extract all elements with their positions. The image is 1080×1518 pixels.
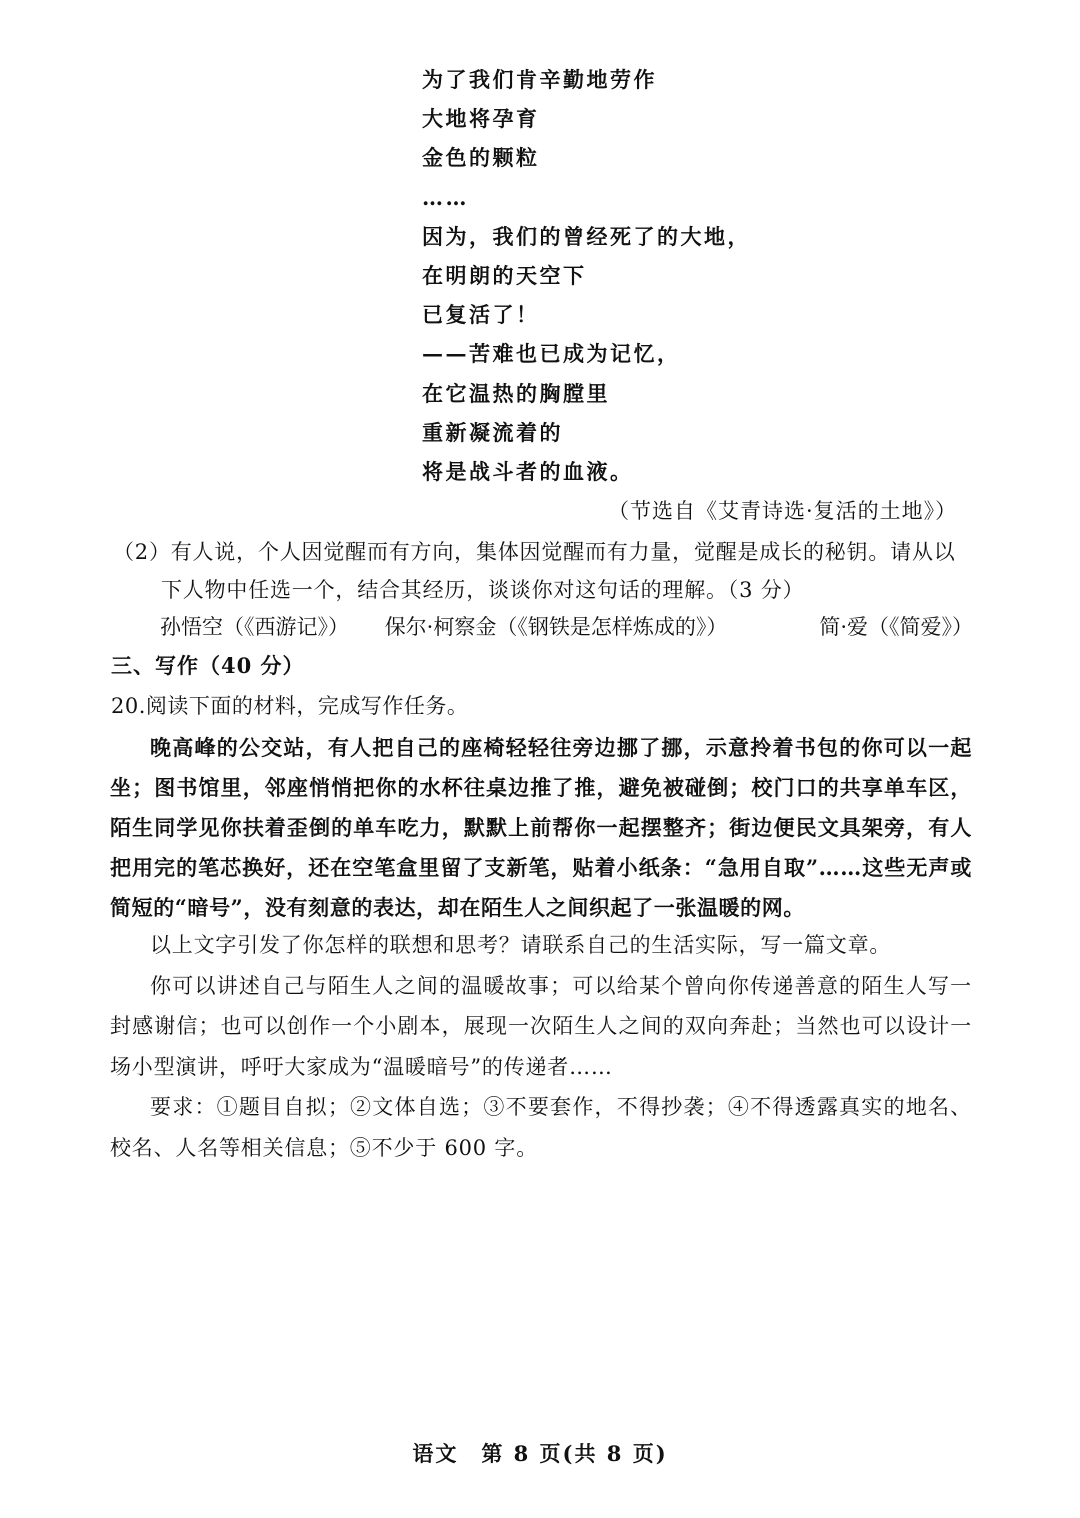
task-paragraph-1: 以上文字引发了你怎样的联想和思考？请联系自己的生活实际，写一篇文章。 (150, 933, 892, 957)
task-requirements: 要求：①题目自拟；②文体自选；③不要套作，不得抄袭；④不得透露真实的地名、校名、人名等相关信息；⑤不少于 600 字。 (110, 1095, 972, 1160)
page-footer: 语文 第 8 页(共 8 页) (412, 1441, 668, 1466)
poem-line: 将是战斗者的血液。 (422, 458, 634, 484)
question-20: 20.阅读下面的材料，完成写作任务。 (111, 694, 469, 718)
poem-line: 重新凝流着的 (422, 419, 563, 445)
writing-task (110, 925, 972, 1168)
poem-line: 金色的颗粒 (422, 145, 540, 171)
choice-jane-eyre: 简·爱（《简爱》） (819, 615, 974, 639)
poem-line: 大地将孕育 (422, 106, 540, 132)
material-paragraph: 晚高峰的公交站，有人把自己的座椅轻轻往旁边挪了挪，示意拎着书包的你可以一起坐；图书馆里，邻座悄悄把你的水杯往桌边推了推，避免被碰倒；校门口的共享单车区，陌生同学见你扶着歪倒的单车吃力，默默上前帮你一起摆整齐；街边便民文具架旁，有人把用完的笔芯换好，还在空笔盒里留了支新笔，贴着小纸条：“急用自取”……这些无声或简短的“暗号”，没有刻意的表达，却在陌生人之间织起了一张温暖的网。 (110, 735, 972, 920)
question-2-line-2: 下人物中任选一个，结合其经历，谈谈你对这句话的理解。（3 分） (161, 578, 805, 602)
poem-line: 已复活了！ (422, 302, 540, 328)
choice-sun-wukong: 孙悟空（《西游记》） (160, 615, 349, 639)
task-paragraph-2: 你可以讲述自己与陌生人之间的温暖故事；可以给某个曾向你传递善意的陌生人写一封感谢信；也可以创作一个小剧本，展现一次陌生人之间的双向奔赴；当然也可以设计一场小型演讲，呼吁大家成为“温暖暗号”的传递者…… (110, 973, 972, 1079)
poem-line: ——苦难也已成为记忆， (422, 341, 681, 367)
question-2-line-1: （2）有人说，个人因觉醒而有方向，集体因觉醒而有力量，觉醒是成长的秘钥。请从以 (113, 540, 956, 564)
poem-source: （节选自《艾青诗选·复活的土地》） (608, 499, 958, 523)
poem-excerpt (422, 60, 751, 491)
poem-line: …… (422, 184, 469, 210)
writing-material (110, 728, 972, 928)
section-heading-writing: 三、写作（40 分） (111, 653, 305, 678)
question-2 (113, 533, 983, 609)
choice-pavel-korchagin: 保尔·柯察金（《钢铁是怎样炼成的》） (384, 615, 728, 639)
poem-line: 在明朗的天空下 (422, 262, 587, 288)
poem-line: 为了我们肯辛勤地劳作 (422, 67, 657, 92)
poem-line: 在它温热的胸膛里 (422, 380, 610, 406)
poem-line: 因为，我们的曾经死了的大地， (422, 223, 751, 249)
character-choices (160, 610, 973, 644)
